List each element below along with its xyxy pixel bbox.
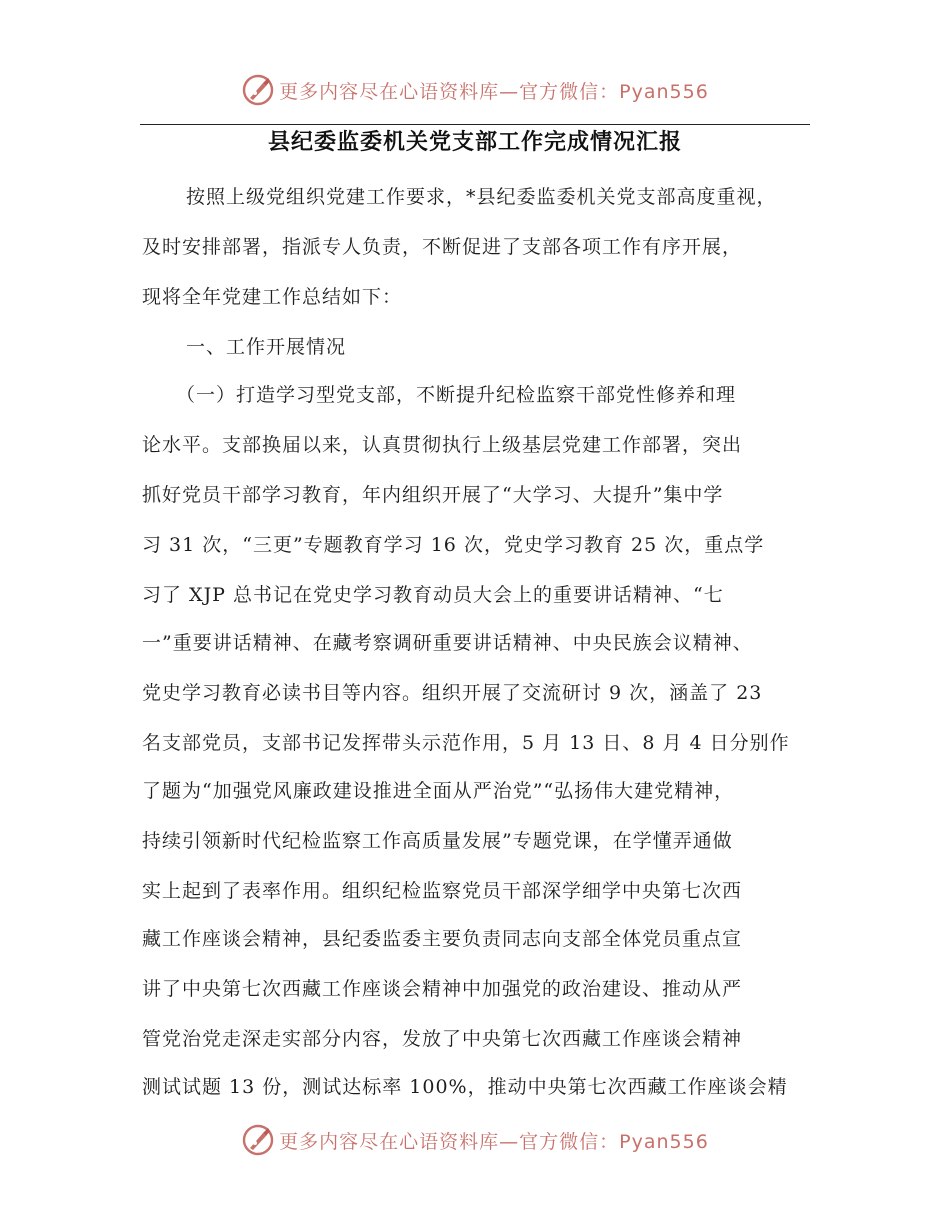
text-line: 及时安排部署，指派专人负责，不断促进了支部各项工作有序开展， [142, 236, 743, 258]
pen-logo-icon [241, 73, 275, 107]
footer-watermark [0, 1120, 950, 1160]
text-line: 持续引领新时代纪检监察工作高质量发展”专题党课，在学懂弄通做 [142, 830, 733, 852]
text-line: 习了 XJP 总书记在党史学习教育动员大会上的重要讲话精神、“七 [142, 584, 724, 606]
text-line: 实上起到了表率作用。组织纪检监察党员干部深学细学中央第七次西 [142, 880, 743, 902]
section-heading: 一、工作开展情况 [186, 336, 347, 358]
text-line: 一”重要讲话精神、在藏考察调研重要讲话精神、中央民族会议精神、 [142, 632, 753, 654]
text-line: 按照上级党组织党建工作要求，*县纪委监委机关党支部高度重视， [186, 186, 777, 208]
text-line: 藏工作座谈会精神，县纪委监委主要负责同志向支部全体党员重点宣 [142, 928, 743, 950]
text-line: 名支部党员，支部书记发挥带头示范作用，5 月 13 日、8 月 4 日分别作 [142, 732, 790, 754]
text-line: 论水平。支部换届以来，认真贯彻执行上级基层党建工作部署，突出 [142, 434, 743, 456]
header-rule [140, 124, 810, 125]
pen-logo-icon [241, 1123, 275, 1157]
text-line: 现将全年党建工作总结如下： [142, 286, 403, 308]
subsection-heading: （一）打造学习型党支部，不断提升纪检监察干部党性修养和理 [176, 384, 737, 406]
text-line: 了题为“加强党风廉政建设推进全面从严治党”“弘扬伟大建党精神， [142, 780, 735, 802]
text-line: 党史学习教育必读书目等内容。组织开展了交流研讨 9 次，涵盖了 23 [142, 682, 763, 704]
text-line: 抓好党员干部学习教育，年内组织开展了“大学习、大提升”集中学 [142, 484, 724, 506]
text-line: 测试试题 13 份，测试达标率 100%，推动中央第七次西藏工作座谈会精 [142, 1076, 788, 1098]
document-title: 县纪委监委机关党支部工作完成情况汇报 [267, 130, 682, 155]
text-line: 讲了中央第七次西藏工作座谈会精神中加强党的政治建设、推动从严 [142, 978, 743, 1000]
text-line: 习 31 次，“三更”专题教育学习 16 次，党史学习教育 25 次，重点学 [142, 534, 765, 556]
watermark-text: 更多内容尽在心语资料库—官方微信：Pyan556 [279, 1130, 709, 1153]
text-line: 管党治党走深走实部分内容，发放了中央第七次西藏工作座谈会精神 [142, 1028, 743, 1050]
header-watermark [0, 70, 950, 110]
watermark-text: 更多内容尽在心语资料库—官方微信：Pyan556 [279, 80, 709, 103]
